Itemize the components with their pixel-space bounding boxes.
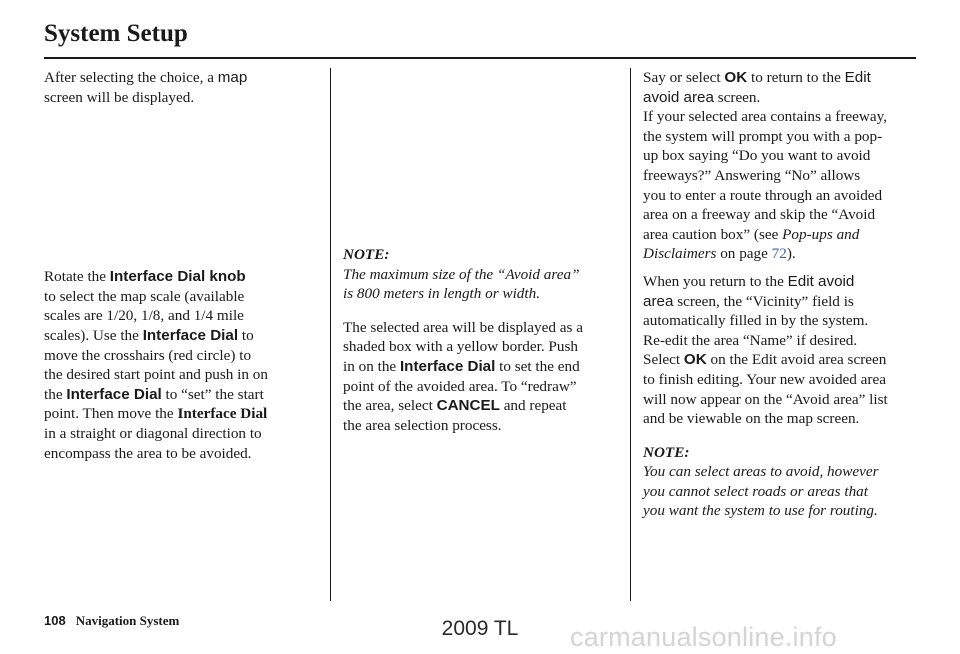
page-number: 108 <box>44 613 66 628</box>
final-note-paragraph: NOTE: You can select areas to avoid, however you cannot select roads or areas that you want the system to use for routing. <box>643 443 879 520</box>
intro-paragraph: After selecting the choice, a map screen will be displayed. <box>44 69 248 106</box>
return-paragraph: Say or select OK to return to the Edit avoid area screen. If your selected area contains a freeway, the system will prompt you with a pop- up box saying “Do you want to avoid freeways?” Answering “No” allows you to enter a route through an avoided area on a freeway and skip the “Avoid area caution box” (see Pop-ups and Disclaimers on page 72). <box>643 69 887 263</box>
site-watermark: carmanualsonline.info <box>570 622 837 652</box>
page-title: System Setup <box>44 20 188 47</box>
column-1 <box>44 68 324 463</box>
footer-section: Navigation System <box>75 613 180 628</box>
rotate-paragraph: Rotate the Interface Dial knob to select the map scale (available scales are 1/20, 1/8, and 1/4 mile scales). Use the Interface Dial to move the crosshairs (red circle) to the desired start point and push in on the Interface Dial to “set” the start point. Then move the Interface Dial in a straight or diagonal direction to encompass the area to be avoided. <box>44 268 268 462</box>
selected-area-paragraph: The selected area will be displayed as a shaded box with a yellow border. Push in on the Interface Dial to set the end point of the avoided area. To “redraw” the area, select CANCEL and repeat the area selection process. <box>343 318 583 434</box>
column-divider-2 <box>630 68 631 601</box>
model-watermark: 2009 TL <box>441 617 519 640</box>
column-2 <box>343 245 623 435</box>
vicinity-paragraph: When you return to the Edit avoid area screen, the “Vicinity” field is automatically filled in by the system. Re-edit the area “Name” if desired. Select OK on the Edit avoid area screen to finish editing. Your new avoided area will now appear on the “Avoid area” list and be viewable on the map screen. <box>643 272 888 428</box>
note-paragraph: NOTE: The maximum size of the “Avoid area” is 800 meters in length or width. <box>343 246 580 303</box>
column-3 <box>643 68 923 521</box>
page-72-link[interactable]: 72 <box>771 245 787 263</box>
header-rule <box>44 57 916 59</box>
column-divider-1 <box>330 68 331 601</box>
